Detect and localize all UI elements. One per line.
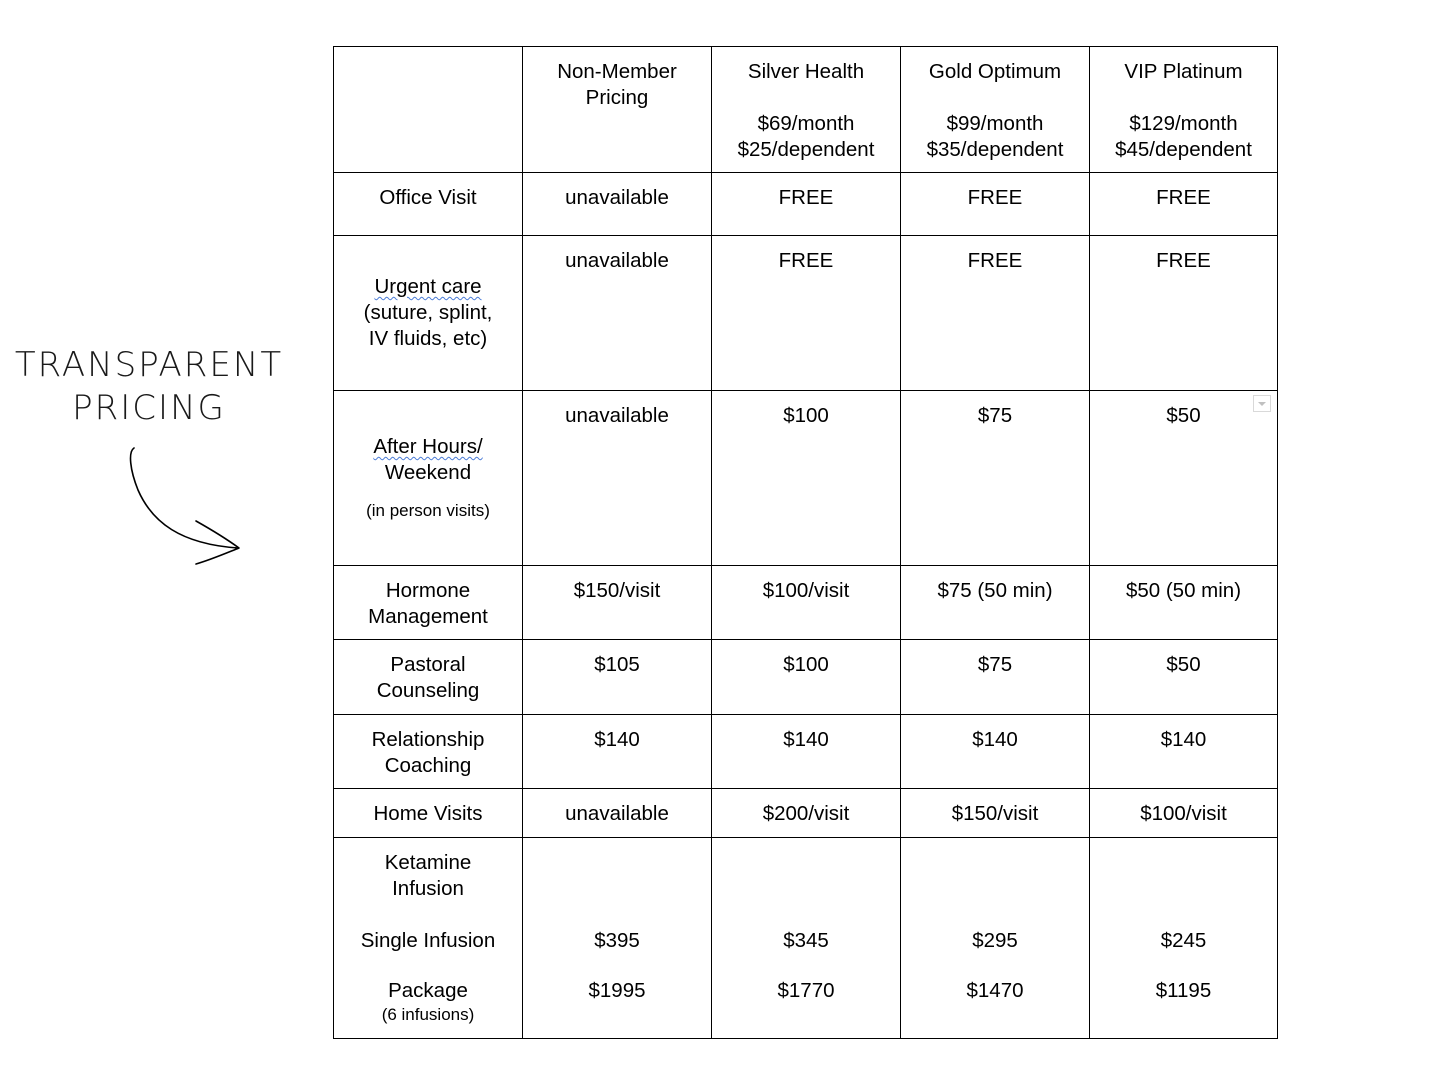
dependent-price: $35/dependent — [926, 138, 1064, 161]
single-infusion-price: $295 — [972, 929, 1018, 952]
package-label: Package — [388, 979, 468, 1002]
cell-value: $140 — [594, 728, 640, 751]
cell-value: $100 — [783, 653, 829, 676]
package-note: (6 infusions) — [381, 1005, 475, 1024]
monthly-price: $99/month — [946, 112, 1044, 135]
row-label: Office Visit — [379, 186, 477, 209]
cell-value: $105 — [594, 653, 640, 676]
row-label-note: (in person visits) — [366, 501, 490, 520]
single-infusion-label: Single Infusion — [360, 929, 496, 952]
cell-value: FREE — [1156, 249, 1211, 272]
package-price: $1470 — [966, 979, 1024, 1002]
dependent-price: $45/dependent — [1115, 138, 1252, 161]
single-infusion-price: $245 — [1160, 929, 1207, 952]
header-empty-cell — [334, 47, 523, 173]
package-price: $1995 — [588, 979, 646, 1002]
row-label-line: Hormone — [385, 579, 471, 602]
single-infusion-price: $395 — [594, 929, 640, 952]
row-label-pastoral — [334, 640, 523, 715]
cell-value: FREE — [1156, 186, 1211, 209]
cell-value: FREE — [967, 186, 1023, 209]
row-label-line: After Hours/ — [373, 435, 483, 458]
row-label: Home Visits — [373, 802, 483, 825]
table-cell — [523, 640, 712, 715]
table-cell — [1090, 391, 1278, 566]
row-label-line: Management — [368, 605, 488, 628]
column-header-non-member — [523, 47, 712, 173]
row-label-line: Counseling — [376, 679, 480, 702]
table-cell — [901, 838, 1090, 1039]
cell-value: unavailable — [565, 249, 669, 272]
table-cell — [901, 173, 1090, 236]
cell-value: $150/visit — [951, 802, 1039, 825]
table-cell — [712, 236, 901, 391]
package-price: $1195 — [1155, 979, 1212, 1002]
table-cell — [523, 838, 712, 1039]
table-cell — [1090, 173, 1278, 236]
row-label-detail: (suture, splint, — [363, 301, 493, 324]
cell-value: $50 — [1166, 653, 1201, 676]
row-label-detail: IV fluids, etc) — [368, 327, 488, 350]
table-cell — [901, 391, 1090, 566]
cell-value: $100/visit — [762, 579, 850, 602]
row-label-office-visit — [334, 173, 523, 236]
table-cell — [523, 173, 712, 236]
cell-value: $140 — [972, 728, 1018, 751]
cell-value: $140 — [783, 728, 829, 751]
table-cell — [523, 236, 712, 391]
side-title — [0, 344, 298, 430]
cell-value: FREE — [778, 186, 834, 209]
table-cell — [712, 566, 901, 640]
cell-value: unavailable — [565, 802, 669, 825]
cell-value: FREE — [778, 249, 834, 272]
package-price: $1770 — [777, 979, 835, 1002]
cell-value: unavailable — [565, 404, 669, 427]
row-label-line: Coaching — [384, 754, 472, 777]
cell-value: $75 (50 min) — [937, 579, 1053, 602]
cell-value: $75 — [977, 404, 1013, 427]
table-cell — [901, 640, 1090, 715]
row-after-hours — [334, 391, 1278, 566]
table-cell — [712, 838, 901, 1039]
cell-value: $140 — [1160, 728, 1207, 751]
row-label-line: Ketamine — [384, 851, 472, 874]
cell-dropdown-icon[interactable] — [1253, 395, 1271, 412]
table-cell — [1090, 640, 1278, 715]
row-label-ketamine — [334, 838, 523, 1039]
table-cell — [1090, 236, 1278, 391]
row-label-line: Relationship — [371, 728, 485, 751]
column-name: Gold Optimum — [928, 60, 1062, 83]
column-header-silver-health — [712, 47, 901, 173]
table-cell — [523, 715, 712, 789]
row-label-line: Weekend — [384, 461, 472, 484]
table-cell — [712, 715, 901, 789]
row-label-hormone — [334, 566, 523, 640]
pricing-table — [333, 46, 1278, 1039]
cell-value: $100/visit — [1140, 802, 1227, 825]
cell-value: $75 — [977, 653, 1013, 676]
row-label-line: Infusion — [392, 877, 464, 900]
dependent-price: $25/dependent — [737, 138, 875, 161]
table-cell — [712, 391, 901, 566]
table-cell — [901, 566, 1090, 640]
table-cell — [1090, 715, 1278, 789]
row-hormone-management — [334, 566, 1278, 640]
row-label-after-hours — [334, 391, 523, 566]
header-row — [334, 47, 1278, 173]
curved-arrow-icon — [120, 440, 250, 575]
table-cell — [523, 789, 712, 838]
cell-value: FREE — [967, 249, 1023, 272]
cell-value: $150/visit — [573, 579, 661, 602]
cell-value: unavailable — [565, 186, 669, 209]
table-cell — [901, 789, 1090, 838]
cell-value: $200/visit — [762, 802, 850, 825]
single-infusion-price: $345 — [783, 929, 829, 952]
monthly-price: $69/month — [757, 112, 855, 135]
row-label-home-visits — [334, 789, 523, 838]
cell-value: $100 — [783, 404, 829, 427]
table-cell — [1090, 838, 1278, 1039]
row-label-urgent-care — [334, 236, 523, 391]
side-title-line-1: TRANSPARENT — [14, 345, 284, 385]
side-title-line-2: PRICING — [72, 388, 226, 428]
row-relationship-coaching — [334, 715, 1278, 789]
column-name-line: Pricing — [585, 86, 649, 109]
row-ketamine-infusion — [334, 838, 1278, 1039]
table-cell — [712, 789, 901, 838]
table-cell — [523, 566, 712, 640]
column-name: Silver Health — [747, 60, 865, 83]
row-urgent-care — [334, 236, 1278, 391]
row-label-line: Pastoral — [390, 653, 466, 676]
row-label: Urgent care — [374, 275, 482, 298]
monthly-price: $129/month — [1129, 112, 1238, 135]
row-label-relationship — [334, 715, 523, 789]
row-office-visit — [334, 173, 1278, 236]
table-cell — [1090, 789, 1278, 838]
row-pastoral-counseling — [334, 640, 1278, 715]
table-cell — [901, 236, 1090, 391]
column-name-line: Non-Member — [557, 60, 677, 83]
cell-value: $50 — [1166, 404, 1201, 427]
table-cell — [1090, 566, 1278, 640]
column-header-vip-platinum — [1090, 47, 1278, 173]
table-cell — [712, 173, 901, 236]
row-home-visits — [334, 789, 1278, 838]
column-name: VIP Platinum — [1124, 60, 1243, 83]
table-cell — [712, 640, 901, 715]
table-cell — [901, 715, 1090, 789]
table-cell — [523, 391, 712, 566]
cell-value: $50 (50 min) — [1125, 579, 1242, 602]
column-header-gold-optimum — [901, 47, 1090, 173]
